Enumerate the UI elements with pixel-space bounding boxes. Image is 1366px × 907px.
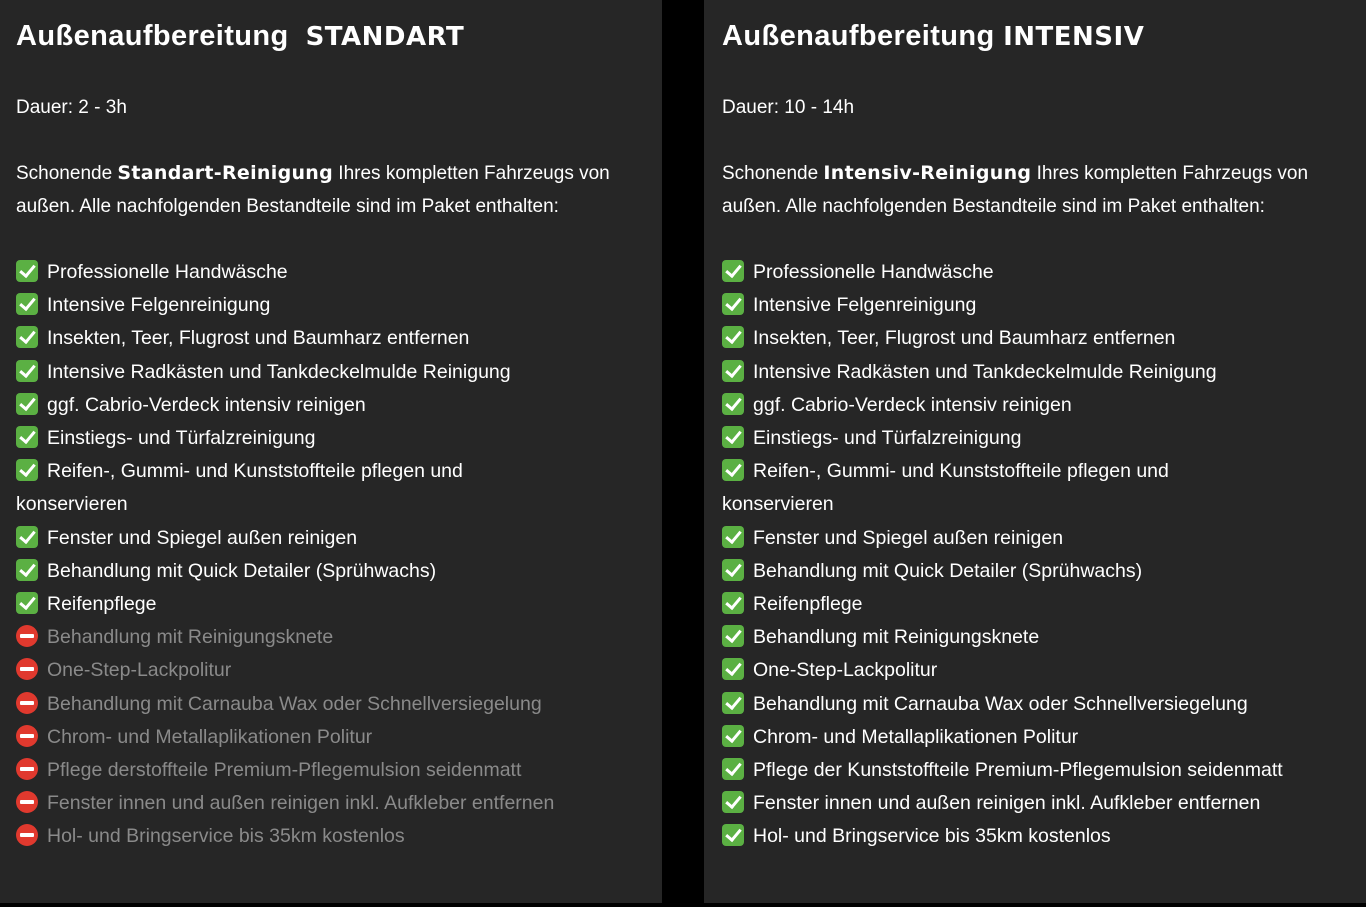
check-mark-icon [16,360,38,382]
check-mark-icon [16,426,38,448]
check-mark-icon [722,459,744,481]
check-mark-icon [16,592,38,614]
feature-item-label: ggf. Cabrio-Verdeck intensiv reinigen [47,393,366,416]
feature-item [722,787,1362,820]
feature-item [16,787,646,820]
feature-item-label: One-Step-Lackpolitur [47,659,232,682]
feature-item [16,289,646,322]
feature-item-label: Reifen-, Gummi- und Kunststoffteile pflegen und konservieren [16,460,463,516]
feature-item [16,621,646,654]
feature-item-label: Behandlung mit Quick Detailer (Sprühwachs) [753,559,1143,582]
feature-item-label: Intensive Felgenreinigung [753,294,977,317]
feature-item-label: Professionelle Handwäsche [753,261,994,283]
feature-item [722,588,1362,621]
intensive-intro [722,157,1337,223]
feature-item [722,389,1362,422]
feature-item [16,522,646,555]
feature-item-label: One-Step-Lackpolitur [753,659,938,682]
check-mark-icon [16,326,38,348]
intensive-intro-pre: Schonende [722,163,824,184]
check-mark-icon [722,360,744,382]
check-mark-icon [722,592,744,614]
no-entry-icon [16,625,38,647]
standard-feature-list [16,256,662,854]
feature-item-label: Insekten, Teer, Flugrost und Baumharz entfernen [753,327,1176,350]
check-mark-icon [16,260,38,282]
intensive-intro-bold: Intensiv-Reinigung [823,162,1032,184]
check-mark-icon [722,658,744,680]
check-mark-icon [722,791,744,813]
feature-item [16,820,646,853]
feature-item [722,356,1362,389]
check-mark-icon [722,326,744,348]
intensive-title [722,16,1366,58]
check-mark-icon [722,692,744,714]
no-entry-icon [16,824,38,846]
feature-item [16,721,646,754]
check-mark-icon [722,824,744,846]
feature-item-label: Behandlung mit Carnauba Wax oder Schnellversiegelung [47,692,542,715]
standard-title [16,16,662,58]
feature-item [722,555,1362,588]
feature-item [16,356,646,389]
no-entry-icon [16,692,38,714]
check-mark-icon [722,293,744,315]
feature-item-label: Professionelle Handwäsche [47,261,288,283]
check-mark-icon [16,393,38,415]
intensive-feature-list [722,256,1366,854]
check-mark-icon [722,625,744,647]
feature-item-label: Chrom- und Metallaplikationen Politur [47,725,373,748]
check-mark-icon [722,260,744,282]
feature-item-label: Intensive Felgenreinigung [47,294,271,317]
feature-item-label: Intensive Radkästen und Tankdeckelmulde Reinigung [47,360,511,383]
feature-item [722,522,1362,555]
standard-title-prefix: Außenaufbereitung [16,20,289,52]
intensive-title-package: INTENSIV [1003,22,1145,52]
no-entry-icon [16,791,38,813]
feature-item [16,322,646,355]
feature-item-label: Einstiegs- und Türfalzreinigung [47,427,316,450]
feature-item [722,322,1362,355]
check-mark-icon [722,758,744,780]
feature-item [722,721,1362,754]
standard-package-panel [0,0,662,903]
feature-item [16,555,646,588]
feature-item-label: Reifenpflege [47,593,157,616]
feature-item [16,588,646,621]
standard-intro-pre: Schonende [16,163,118,184]
standard-duration: Dauer: 2 - 3h [16,97,127,118]
feature-item [16,654,646,687]
feature-item-label: Chrom- und Metallaplikationen Politur [753,725,1079,748]
feature-item-label: Hol- und Bringservice bis 35km kostenlos [753,825,1111,848]
check-mark-icon [722,725,744,747]
intensive-intro-post: Ihres kompletten Fahrzeugs von außen. Alle nachfolgenden Bestandteile sind im Paket enthalten: [722,163,1309,217]
feature-item [722,455,1237,521]
feature-item [722,256,1362,289]
feature-item-label: Intensive Radkästen und Tankdeckelmulde Reinigung [753,360,1217,383]
check-mark-icon [722,559,744,581]
feature-item-label: Insekten, Teer, Flugrost und Baumharz entfernen [47,327,470,350]
feature-item [722,621,1362,654]
feature-item-label: Fenster innen und außen reinigen inkl. Aufkleber entfernen [753,792,1261,815]
check-mark-icon [16,293,38,315]
no-entry-icon [16,758,38,780]
check-mark-icon [16,559,38,581]
standard-intro-bold: Standart-Reinigung [117,162,334,184]
feature-item [16,422,646,455]
check-mark-icon [16,459,38,481]
feature-item [16,455,531,521]
feature-item-label: Einstiegs- und Türfalzreinigung [753,427,1022,450]
intensive-package-panel [704,0,1366,903]
feature-item [16,389,646,422]
feature-item-label: Fenster innen und außen reinigen inkl. Aufkleber entfernen [47,792,555,815]
feature-item-label: Behandlung mit Reinigungsknete [47,626,334,649]
standard-intro [16,157,631,223]
feature-item-label: ggf. Cabrio-Verdeck intensiv reinigen [753,393,1072,416]
feature-item [722,820,1362,853]
no-entry-icon [16,658,38,680]
check-mark-icon [16,526,38,548]
check-mark-icon [722,393,744,415]
intensive-title-prefix: Außenaufbereitung [722,20,995,52]
feature-item [722,289,1362,322]
standard-title-package: STANDART [305,22,465,52]
feature-item-label: Reifen-, Gummi- und Kunststoffteile pflegen und konservieren [722,460,1169,516]
standard-intro-post: Ihres kompletten Fahrzeugs von außen. Alle nachfolgenden Bestandteile sind im Paket enthalten: [16,163,610,217]
feature-item-label: Reifenpflege [753,593,863,616]
feature-item [722,654,1362,687]
feature-item-label: Fenster und Spiegel außen reinigen [753,526,1064,549]
feature-item [722,688,1362,721]
feature-item-label: Behandlung mit Carnauba Wax oder Schnellversiegelung [753,692,1248,715]
no-entry-icon [16,725,38,747]
feature-item-label: Fenster und Spiegel außen reinigen [47,526,358,549]
feature-item-label: Behandlung mit Quick Detailer (Sprühwachs) [47,559,437,582]
feature-item-label: Pflege derstoffteile Premium-Pflegemulsion seidenmatt [47,759,522,782]
feature-item [16,754,646,787]
check-mark-icon [722,426,744,448]
feature-item-label: Hol- und Bringservice bis 35km kostenlos [47,825,405,848]
intensive-duration: Dauer: 10 - 14h [722,97,855,118]
feature-item [722,422,1362,455]
feature-item-label: Behandlung mit Reinigungsknete [753,626,1040,649]
check-mark-icon [722,526,744,548]
feature-item [16,688,646,721]
feature-item-label: Pflege der Kunststoffteile Premium-Pflegemulsion seidenmatt [753,759,1283,782]
feature-item [16,256,646,289]
feature-item [722,754,1362,787]
